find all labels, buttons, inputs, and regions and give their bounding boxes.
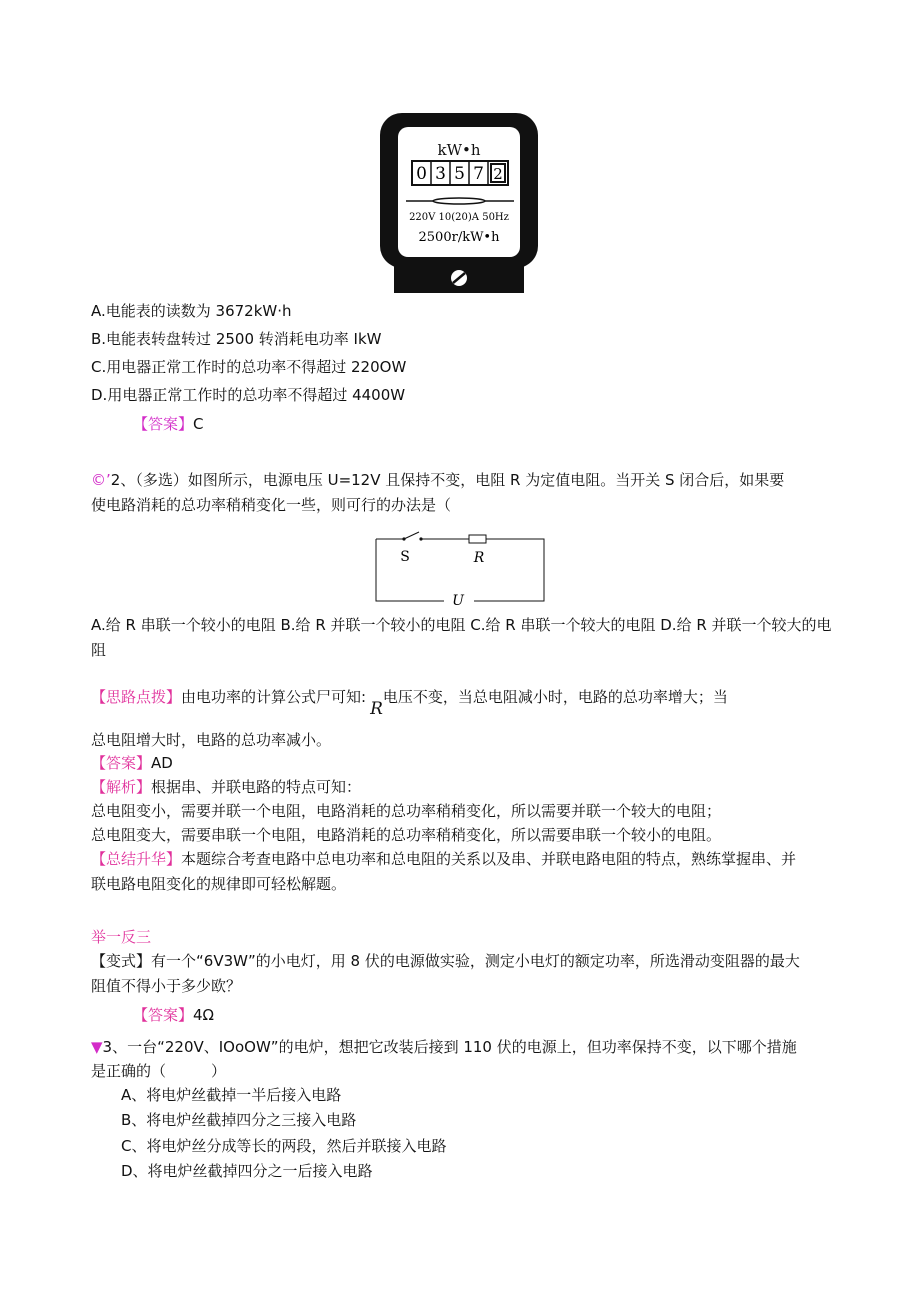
q1-option-c: C.用电器正常工作时的总功率不得超过 220OW — [91, 358, 407, 376]
q3-stem-line-2: 是正确的（ ） — [91, 1062, 227, 1080]
q3-option-d: D、将电炉丝截掉四分之一后接入电路 — [121, 1162, 373, 1180]
meter-constant: 2500r/kW•h — [418, 230, 500, 245]
meter-digit-5: 2 — [493, 165, 503, 183]
q1-option-b: B.电能表转盘转过 2500 转消耗电功率 IkW — [91, 330, 382, 348]
q1-option-d: D.用电器正常工作时的总功率不得超过 4400W — [91, 386, 406, 404]
practice-question-line-1 — [91, 950, 800, 972]
q2-analysis-line-2: 总电阻变小，需要并联一个电阻，电路消耗的总功率稍稍变化，所以需要并联一个较大的电阻； — [91, 802, 722, 820]
q1-answer — [133, 413, 204, 435]
answer-label: 【答案】 — [133, 415, 194, 433]
q3-marker: ▼ — [91, 1038, 103, 1056]
hint-text-2: 电压不变，当总电阻减小时，电路的总功率增大；当 — [382, 688, 728, 706]
resistor-symbol — [469, 535, 486, 543]
q1-option-a: A.电能表的读数为 3672kW·h — [91, 302, 292, 320]
q2-options-line-1: A.给 R 串联一个较小的电阻 B.给 R 并联一个较小的电阻 C.给 R 串联一个较大的电阻 D.给 R 并联一个较大的电 — [91, 616, 832, 634]
meter-digit-2: 3 — [435, 164, 446, 184]
practice-text: 有一个“6V3W”的小电灯，用 8 伏的电源做实验，测定小电灯的额定功率，所选滑动变阻器的最大 — [151, 952, 800, 970]
q3-stem-text: 3、一台“220V、IOoOW”的电炉，想把它改装后接到 110 伏的电源上，但功率保持不变，以下哪个措施 — [102, 1038, 797, 1056]
practice-heading: 举一反三 — [91, 928, 152, 946]
q2-stem-line-1 — [91, 469, 784, 491]
meter-digit-3: 5 — [454, 164, 465, 184]
resistor-label: R — [473, 550, 485, 566]
answer-value: C — [193, 415, 204, 433]
q2-hint-line-2: 总电阻增大时，电路的总功率减小。 — [91, 731, 332, 749]
summary-text: 本题综合考查电路中总电功率和总电阻的关系以及串、并联电路电阻的特点，熟练掌握串、并 — [181, 850, 797, 868]
q3-stem-line-1 — [91, 1036, 797, 1058]
q2-analysis-line-1 — [91, 776, 361, 798]
answer-value: AD — [151, 754, 173, 772]
formula-r: R — [370, 699, 383, 719]
summary-label: 【总结升华】 — [91, 850, 182, 868]
q2-summary-line-2: 联电路电阻变化的规律即可轻松解题。 — [91, 875, 347, 893]
q2-marker: ©’ — [91, 471, 111, 489]
answer-label: 【答案】 — [133, 1006, 194, 1024]
meter-unit: kW•h — [437, 141, 481, 159]
hint-text-1: 由电功率的计算公式尸可知: — [181, 688, 367, 706]
practice-answer — [133, 1004, 214, 1026]
switch-label: S — [400, 549, 410, 565]
answer-value: 4Ω — [193, 1006, 215, 1024]
analysis-text: 根据串、并联电路的特点可知： — [151, 778, 362, 796]
electric-meter-figure — [380, 113, 538, 293]
meter-digit-4: 7 — [473, 164, 484, 184]
q3-option-a: A、将电炉丝截掉一半后接入电路 — [121, 1086, 342, 1104]
practice-question-line-2: 阻值不得小于多少欧？ — [91, 977, 242, 995]
q2-summary-line-1 — [91, 848, 796, 870]
meter-rating: 220V 10(20)A 50Hz — [409, 212, 509, 223]
hint-label: 【思路点拨】 — [91, 688, 182, 706]
circuit-diagram — [374, 531, 546, 605]
analysis-label: 【解析】 — [91, 778, 152, 796]
q2-answer — [91, 752, 173, 774]
q2-stem-text: 2、（多选）如图所示，电源电压 U=12V 且保持不变，电阻 R 为定值电阻。当开关 S 闭合后，如果要 — [110, 471, 785, 489]
q3-option-b: B、将电炉丝截掉四分之三接入电路 — [121, 1111, 357, 1129]
q2-analysis-line-3: 总电阻变大，需要串联一个电阻，电路消耗的总功率稍稍变化，所以需要串联一个较小的电阻。 — [91, 826, 722, 844]
meter-digit-1: 0 — [416, 164, 427, 184]
switch-symbol — [404, 532, 419, 539]
q3-option-c: C、将电炉丝分成等长的两段，然后并联接入电路 — [121, 1137, 447, 1155]
voltage-label: U — [452, 593, 464, 605]
practice-label: 【变式】 — [91, 952, 152, 970]
q2-stem-line-2: 使电路消耗的总功率稍稍变化一些，则可行的办法是（ — [91, 496, 452, 514]
q2-options-line-2: 阻 — [91, 641, 107, 659]
q2-hint-line-1 — [91, 686, 728, 719]
answer-label: 【答案】 — [91, 754, 152, 772]
